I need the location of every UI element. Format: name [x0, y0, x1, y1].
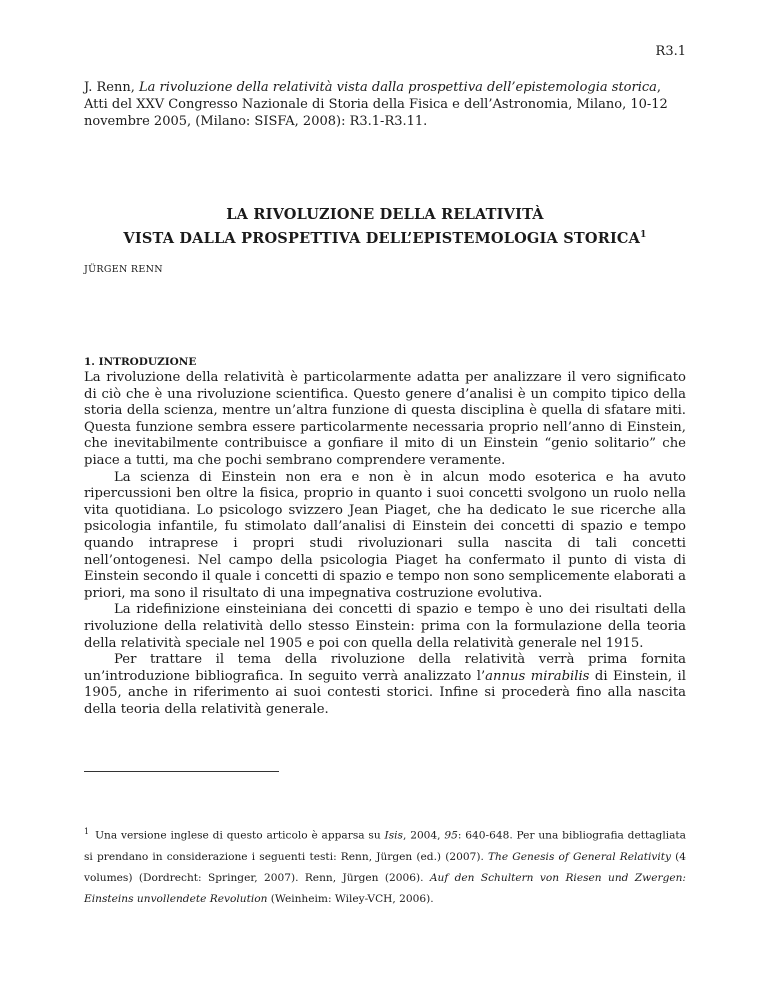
footnote-separator	[84, 771, 279, 772]
footnote-marker: 1	[84, 827, 90, 836]
annus-mirabilis-emphasis: annus mirabilis	[485, 668, 590, 684]
citation-authors: J. Renn,	[84, 80, 135, 95]
footnote-journal: Isis	[384, 829, 403, 842]
citation-work-title: La rivoluzione della relatività vista dalla prospettiva dell’epistemologia storica	[138, 80, 657, 95]
title-line-1: LA RIVOLUZIONE DELLA RELATIVITÀ	[226, 206, 544, 223]
section-heading: 1. INTRODUZIONE	[84, 356, 197, 368]
paragraph-3: La ridefinizione einsteiniana dei concetti di spazio e tempo è uno dei risultati della rivoluzione della relatività dello stesso Einstein: prima con la formulazione della teoria della relatività speciale nel 1905 e poi con quella della relatività generale nel 1915.	[84, 602, 686, 651]
paragraph-1: La rivoluzione della relatività è particolarmente adatta per analizzare il vero significato di ciò che è una rivoluzione scientifica. Questo genere d’analisi è un compito tipico della storia della scienza, mentre un’altra funzione di questa disciplina è quella di sfatare miti. Questa funzione sembra essere particolarmente necessaria proprio nell’anno di Einstein, che inevitabilmente contribuisce a gonfiare il mito di un Einstein “genio solitario” che piace a tutti, ma che pochi sembrano comprendere veramente.	[84, 370, 686, 468]
footnote: $^1$ Una versione inglese di questo articolo è apparsa su Isis, 2004, 95: 640-648. Per una bibliografia dettagliata si prendano in considerazione i seguenti testi: Renn, Jürgen (ed.) (2007). The Genesis of General Relativity (4 volumes) (Dordrecht: Springer, 2007). Renn, Jürgen (2006). Auf den Schultern von Riesen und Zwergen: Einsteins unvollendete Revolution (Weinheim: Wiley-VCH, 2006).	[84, 827, 687, 905]
paragraph-2: La scienza di Einstein non era e non è in alcun modo esoterica e ha avuto ripercussioni ben oltre la fisica, proprio in quanto i suoi concetti svolgono un ruolo nella vita quotidiana. Lo psicologo svizzero Jean Piaget, che ha dedicato le sue ricerche alla psicologia infantile, fu stimolato dall’analisi di Einstein dei concetti di spazio e tempo quando intraprese i propri studi rivoluzionari sulla nascita di tali concetti nell’ontogenesi. Nel campo della psicologia Piaget ha confermato il punto di vista di Einstein secondo il quale i concetti di spazio e tempo non sono semplicemente elaborati a priori, ma sono il risultato di una impegnativa costruzione evolutiva.	[84, 469, 686, 601]
footnote-book-2: Auf den Schultern von Riesen und Zwergen: Einsteins unvollendete Revolution	[84, 871, 687, 905]
citation-details: , Atti del XXV Congresso Nazionale di Storia della Fisica e dell’Astronomia, Milano, 10-12 novembre 2005, (Milano: SISFA, 2008): R3.1-R3.11.	[84, 80, 668, 129]
title-line-2: VISTA DALLA PROSPETTIVA DELL’EPISTEMOLOGIA STORICA$^1$	[123, 229, 647, 247]
title-footnote-marker[interactable]: 1	[640, 230, 647, 240]
author-name: JÜRGEN RENN	[84, 264, 163, 275]
footnote-book-1: The Genesis of General Relativity	[487, 850, 671, 863]
article-title	[84, 205, 686, 249]
footnote-volume: 95	[444, 829, 458, 842]
citation	[84, 79, 686, 130]
paragraph-4: Per trattare il tema della rivoluzione della relatività verrà prima fornita un’introduzione bibliografica. In seguito verrà analizzato l’annus mirabilis di Einstein, il 1905, anche in riferimento ai suoi contesti storici. Infine si procederà fino alla nascita della teoria della relatività generale.	[84, 652, 686, 717]
body-text	[84, 370, 686, 718]
page-number: R3.1	[655, 44, 686, 59]
